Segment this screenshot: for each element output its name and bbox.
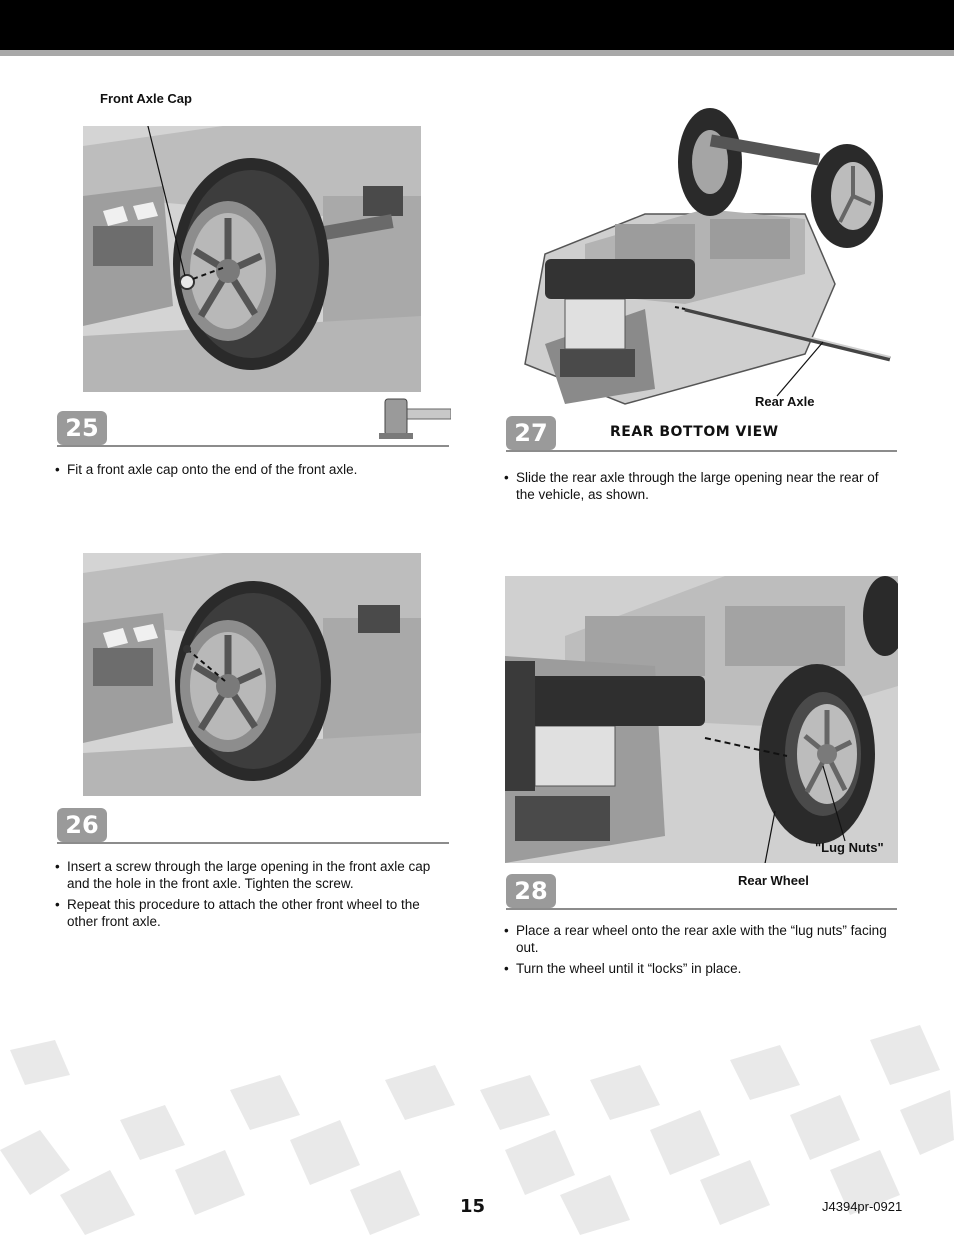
lug-nuts-label: "Lug Nuts" bbox=[815, 840, 884, 855]
step25-bullet: • Fit a front axle cap onto the end of the front axle. bbox=[55, 461, 450, 478]
header-strip bbox=[0, 50, 954, 56]
step28-bar bbox=[506, 874, 897, 910]
step27-illustration bbox=[505, 104, 897, 414]
rear-axle-label: Rear Axle bbox=[755, 394, 815, 409]
step25-number: 25 bbox=[57, 411, 107, 445]
step25-illustration bbox=[83, 126, 421, 392]
step27-instructions bbox=[504, 469, 898, 507]
step26-bullet: • Insert a screw through the large opening in the front axle cap and the hole in the front axle. Tighten the screw. bbox=[55, 858, 450, 892]
front-axle-cap-label: Front Axle Cap bbox=[100, 91, 192, 106]
step28-instructions bbox=[504, 922, 898, 981]
step27-number: 27 bbox=[506, 416, 556, 450]
step27-bar bbox=[506, 416, 897, 452]
step26-illustration bbox=[83, 553, 421, 796]
step26-instructions bbox=[55, 858, 450, 934]
step25-instructions bbox=[55, 461, 450, 482]
rear-wheel-label: Rear Wheel bbox=[738, 873, 809, 888]
document-code: J4394pr-0921 bbox=[822, 1199, 903, 1214]
page-number: 15 bbox=[460, 1196, 486, 1217]
step26-bar bbox=[57, 808, 449, 844]
step28-number: 28 bbox=[506, 874, 556, 908]
hammer-icon bbox=[377, 397, 451, 441]
step28-bullet: • Turn the wheel until it “locks” in place. bbox=[504, 960, 898, 977]
step28-illustration bbox=[505, 576, 898, 863]
header-bar bbox=[0, 0, 954, 50]
step26-bullet: • Repeat this procedure to attach the other front wheel to the other front axle. bbox=[55, 896, 450, 930]
step28-bullet: • Place a rear wheel onto the rear axle with the “lug nuts” facing out. bbox=[504, 922, 898, 956]
step27-heading: REAR BOTTOM VIEW bbox=[610, 424, 779, 440]
step27-bullet: • Slide the rear axle through the large opening near the rear of the vehicle, as shown. bbox=[504, 469, 898, 503]
step26-number: 26 bbox=[57, 808, 107, 842]
